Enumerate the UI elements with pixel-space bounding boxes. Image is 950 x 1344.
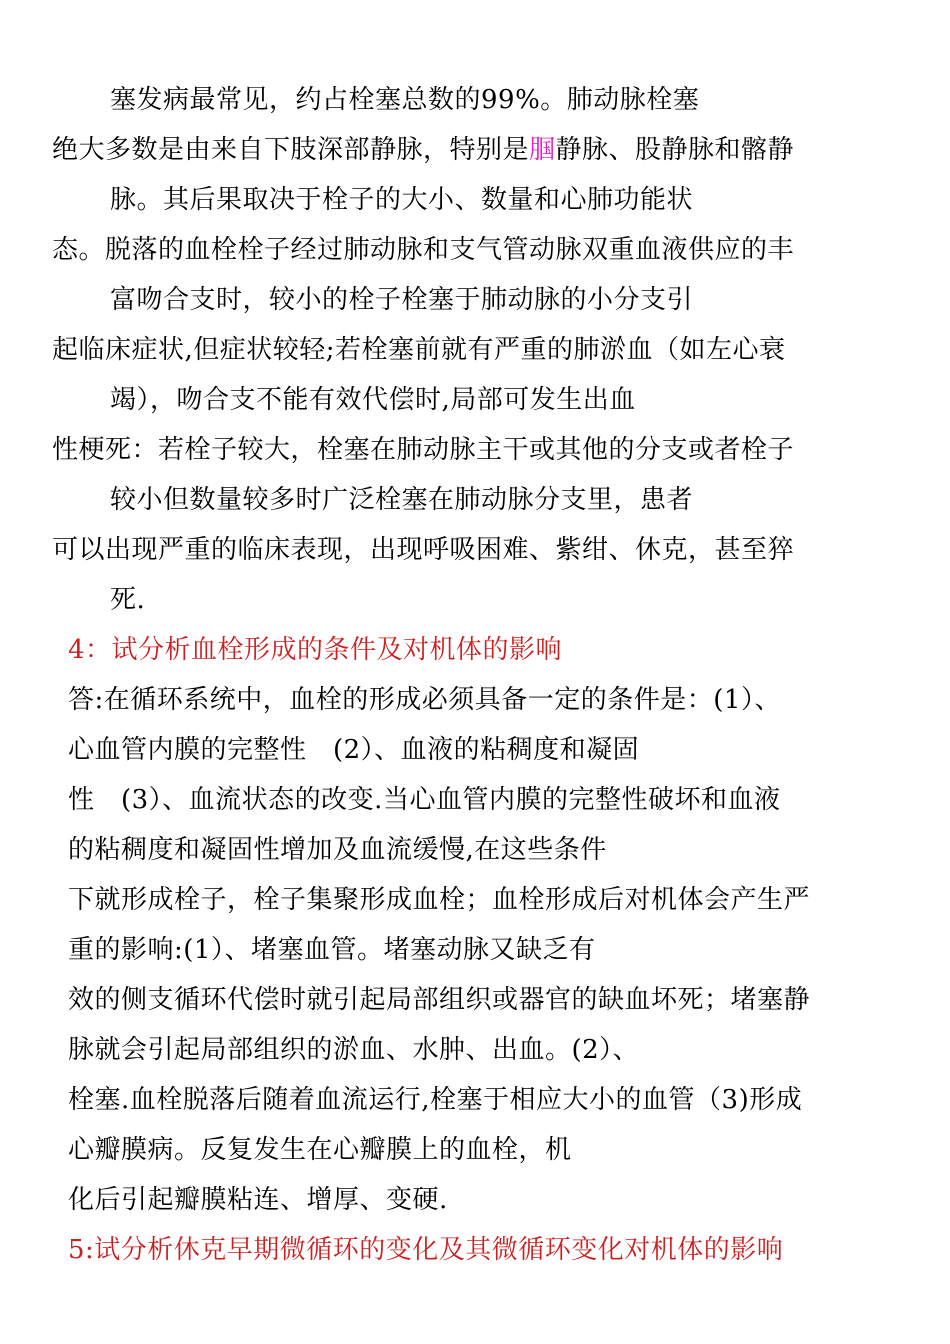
text-line: 效的侧支循环代偿时就引起局部组织或器官的缺血坏死；堵塞静: [68, 985, 811, 1015]
text-line: 态。脱落的血栓栓子经过肺动脉和支气管动脉双重血液供应的丰: [52, 235, 795, 265]
text-line: 答:在循环系统中，血栓的形成必须具备一定的条件是：(1）、: [68, 685, 781, 715]
text-line: 心血管内膜的完整性 (2）、血液的粘稠度和凝固: [68, 735, 640, 765]
text-line: 化后引起瓣膜粘连、增厚、变硬.: [68, 1185, 448, 1215]
text-line: 栓塞.血栓脱落后随着血流运行,栓塞于相应大小的血管（3)形成: [68, 1085, 803, 1115]
text-line: 的粘稠度和凝固性增加及血流缓慢,在这些条件: [68, 835, 607, 865]
section-heading: 5:试分析休克早期微循环的变化及其微循环变化对机体的影响: [68, 1235, 784, 1265]
text-line: 塞发病最常见，约占栓塞总数的99%。肺动脉栓塞: [110, 85, 700, 115]
text-line: 性 (3）、血流状态的改变.当心血管内膜的完整性破坏和血液: [68, 785, 781, 815]
text-line: 可以出现严重的临床表现，出现呼吸困难、紫绀、休克，甚至猝: [52, 535, 795, 565]
text-line: 性梗死：若栓子较大，栓塞在肺动脉主干或其他的分支或者栓子: [52, 435, 795, 465]
text-line: 死.: [110, 585, 146, 615]
text-segment: 静脉、股静脉和髂静: [555, 135, 795, 165]
section-heading: 4：试分析血栓形成的条件及对机体的影响: [68, 635, 563, 665]
text-segment: 绝大多数是由来自下肢深部静脉，特别是: [52, 135, 530, 165]
text-line: 脉就会引起局部组织的淤血、水肿、出血。(2）、: [68, 1035, 640, 1065]
text-line: 下就形成栓子，栓子集聚形成血栓；血栓形成后对机体会产生严: [68, 885, 811, 915]
highlighted-char: 腘: [529, 135, 556, 165]
text-line: [52, 133, 794, 167]
text-line: 起临床症状,但症状较轻;若栓塞前就有严重的肺淤血（如左心衰: [52, 335, 786, 365]
text-line: 竭），吻合支不能有效代偿时,局部可发生出血: [110, 385, 636, 415]
text-line: 心瓣膜病。反复发生在心瓣膜上的血栓，机: [68, 1135, 572, 1165]
text-line: 脉。其后果取决于栓子的大小、数量和心肺功能状: [110, 185, 694, 215]
text-line: 重的影响:(1）、堵塞血管。堵塞动脉又缺乏有: [68, 935, 596, 965]
text-line: 富吻合支时，较小的栓子栓塞于肺动脉的小分支引: [110, 285, 694, 315]
text-line: 较小但数量较多时广泛栓塞在肺动脉分支里，患者: [110, 485, 694, 515]
